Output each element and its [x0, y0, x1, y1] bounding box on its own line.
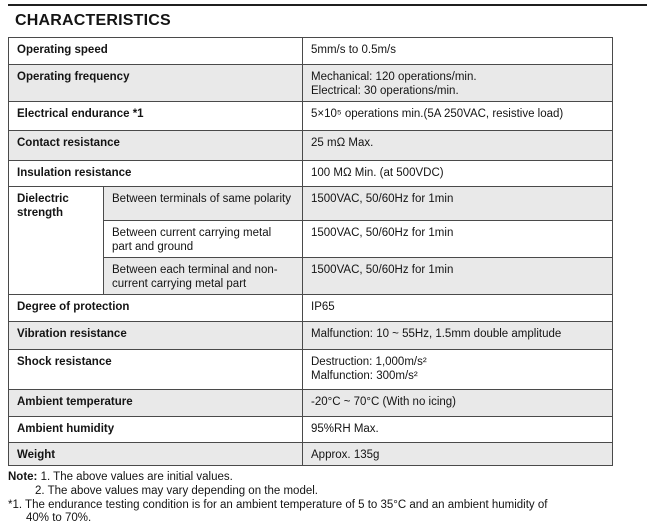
row-label: Insulation resistance [9, 161, 303, 187]
row-value: 5mm/s to 0.5m/s [303, 38, 613, 65]
row-value [303, 350, 613, 390]
table-row [9, 38, 613, 65]
characteristics-table [8, 37, 613, 466]
row-label: Ambient temperature [9, 390, 303, 417]
value-line: Malfunction: 300m/s² [311, 370, 418, 382]
table-row [9, 102, 613, 131]
table-row [9, 322, 613, 350]
dielectric-condition: Between terminals of same polarity [104, 187, 303, 221]
row-value: 100 MΩ Min. (at 500VDC) [303, 161, 613, 187]
row-label: Operating frequency [9, 65, 303, 102]
row-value: 25 mΩ Max. [303, 131, 613, 161]
row-label: Electrical endurance *1 [9, 102, 303, 131]
table-row [9, 390, 613, 417]
top-rule-divider [8, 4, 647, 6]
table-row [9, 417, 613, 443]
dielectric-condition: Between current carrying metal part and ground [104, 221, 303, 258]
note-text-1: 1. The above values are initial values. [40, 471, 233, 483]
row-value: Approx. 135g [303, 443, 613, 466]
footnote-line-2: 40% to 70%. [26, 512, 92, 521]
table-row [9, 295, 613, 322]
table-row [9, 65, 613, 102]
row-value: -20°C ~ 70°C (With no icing) [303, 390, 613, 417]
row-value: 1500VAC, 50/60Hz for 1min [303, 258, 613, 295]
row-label: Degree of protection [9, 295, 303, 322]
value-line: Destruction: 1,000m/s² [311, 356, 427, 368]
row-label: Weight [9, 443, 303, 466]
dielectric-condition: Between each terminal and non-current carrying metal part [104, 258, 303, 295]
row-label: Operating speed [9, 38, 303, 65]
row-label: Ambient humidity [9, 417, 303, 443]
page-title: CHARACTERISTICS [15, 12, 171, 29]
table-row [9, 350, 613, 390]
row-value: IP65 [303, 295, 613, 322]
value-line: Mechanical: 120 operations/min. [311, 71, 477, 83]
table-row [9, 161, 613, 187]
row-label: Shock resistance [9, 350, 303, 390]
table-row [9, 131, 613, 161]
table-row [9, 443, 613, 466]
table-row [9, 187, 613, 221]
row-value: 95%RH Max. [303, 417, 613, 443]
note-line-1 [8, 471, 644, 485]
row-label: Contact resistance [9, 131, 303, 161]
row-value: Malfunction: 10 ~ 55Hz, 1.5mm double amplitude [303, 322, 613, 350]
footnote-line-1: *1. The endurance testing condition is for an ambient temperature of 5 to 35°C and an ambient humidity of [8, 498, 548, 511]
row-value [303, 65, 613, 102]
row-label: Vibration resistance [9, 322, 303, 350]
value-line: Electrical: 30 operations/min. [311, 85, 459, 97]
row-value: 5×10⁵ operations min.(5A 250VAC, resistive load) [303, 102, 613, 131]
row-value: 1500VAC, 50/60Hz for 1min [303, 221, 613, 258]
dielectric-group-label: Dielectric strength [9, 187, 104, 295]
row-value: 1500VAC, 50/60Hz for 1min [303, 187, 613, 221]
note-line-2: 2. The above values may vary depending on the model. [35, 484, 318, 497]
note-label: Note: [8, 471, 38, 483]
notes-section [8, 471, 644, 521]
